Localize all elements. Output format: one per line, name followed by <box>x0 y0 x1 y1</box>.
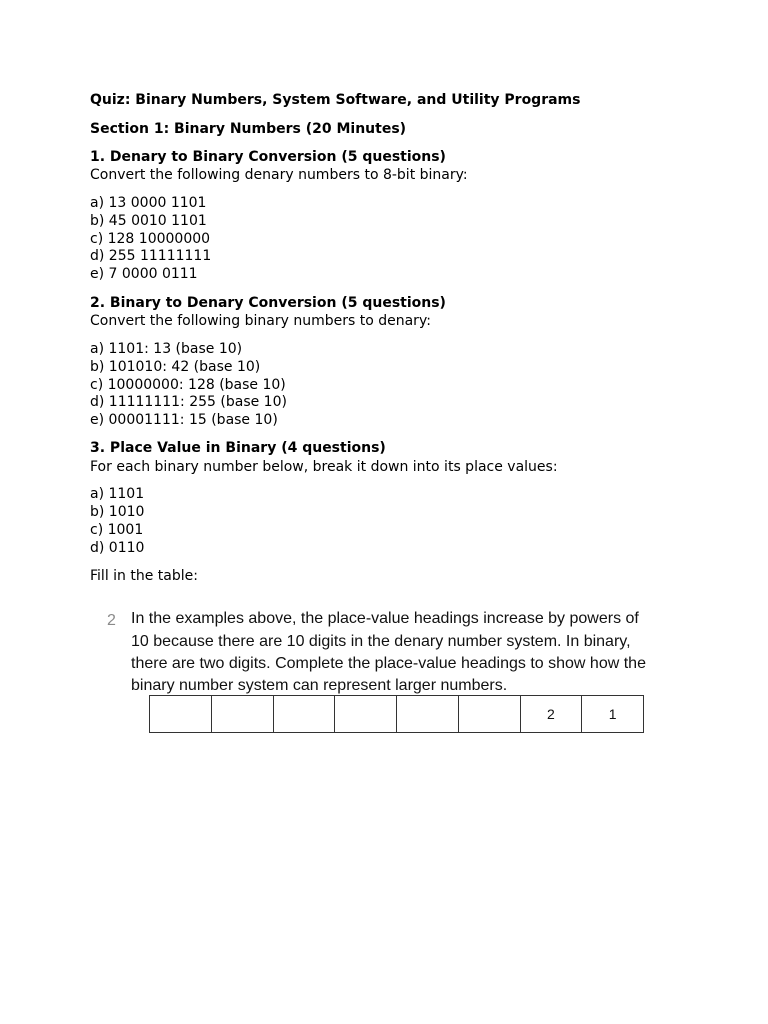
section-heading: Section 1: Binary Numbers (20 Minutes) <box>90 121 407 137</box>
place-value-cell[interactable] <box>150 696 212 733</box>
question-3-item-a: a) 1101 <box>90 486 145 502</box>
excerpt-question-number: 2 <box>107 612 116 629</box>
question-2-item-a: a) 1101: 13 (base 10) <box>90 341 243 357</box>
fill-table-prompt: Fill in the table: <box>90 568 198 584</box>
excerpt-line-4: binary number system can represent larger numbers. <box>131 677 508 694</box>
place-value-cell[interactable]: 1 <box>582 696 644 733</box>
question-2-instruction: Convert the following binary numbers to denary: <box>90 313 431 329</box>
question-1-heading: 1. Denary to Binary Conversion (5 questions) <box>90 149 446 165</box>
question-2-item-b: b) 101010: 42 (base 10) <box>90 359 261 375</box>
place-value-cell[interactable]: 2 <box>520 696 582 733</box>
question-3-item-b: b) 1010 <box>90 504 145 520</box>
question-1-item-c: c) 128 10000000 <box>90 231 211 247</box>
question-1-instruction: Convert the following denary numbers to 8-bit binary: <box>90 167 468 183</box>
place-value-cell[interactable] <box>335 696 397 733</box>
excerpt-line-2: 10 because there are 10 digits in the denary number system. In binary, <box>131 633 631 650</box>
place-value-cell[interactable] <box>397 696 459 733</box>
place-value-row <box>150 696 644 733</box>
question-3-item-d: d) 0110 <box>90 540 145 556</box>
question-2-item-e: e) 00001111: 15 (base 10) <box>90 412 278 428</box>
question-1-item-b: b) 45 0010 1101 <box>90 213 207 229</box>
question-2-item-d: d) 11111111: 255 (base 10) <box>90 394 287 410</box>
question-1-item-e: e) 7 0000 0111 <box>90 266 198 282</box>
question-2-heading: 2. Binary to Denary Conversion (5 questions) <box>90 295 446 311</box>
question-1-item-a: a) 13 0000 1101 <box>90 195 207 211</box>
question-3-instruction: For each binary number below, break it down into its place values: <box>90 459 558 475</box>
question-3-item-c: c) 1001 <box>90 522 144 538</box>
quiz-title: Quiz: Binary Numbers, System Software, and Utility Programs <box>90 92 581 108</box>
place-value-table <box>149 695 644 733</box>
place-value-cell[interactable] <box>273 696 335 733</box>
place-value-cell[interactable] <box>458 696 520 733</box>
excerpt-line-3: there are two digits. Complete the place-value headings to show how the <box>131 655 646 672</box>
question-2-item-c: c) 10000000: 128 (base 10) <box>90 377 286 393</box>
question-1-item-d: d) 255 11111111 <box>90 248 212 264</box>
place-value-cell[interactable] <box>211 696 273 733</box>
excerpt-line-1: In the examples above, the place-value headings increase by powers of <box>131 610 639 627</box>
question-3-heading: 3. Place Value in Binary (4 questions) <box>90 440 386 456</box>
